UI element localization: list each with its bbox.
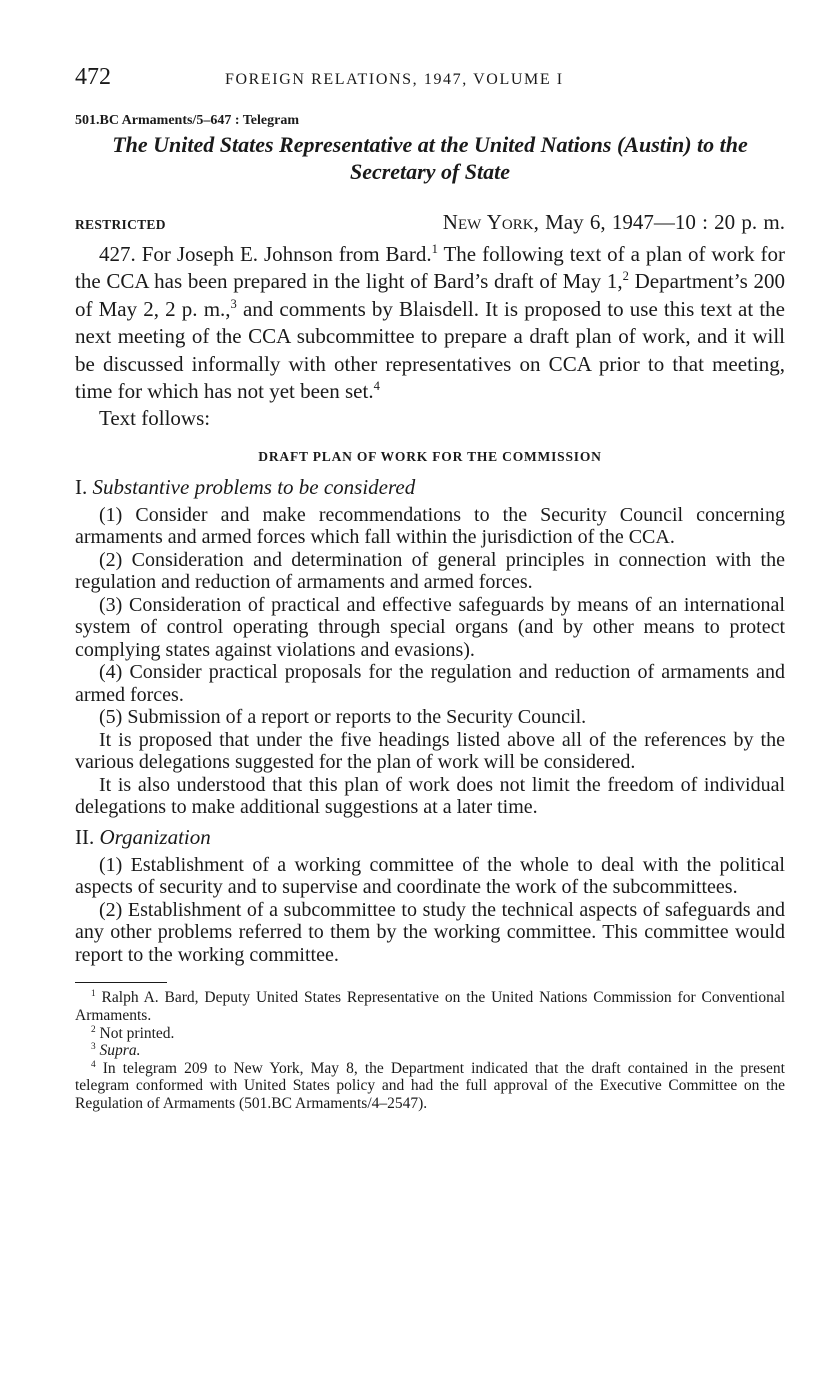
section-2-heading bbox=[75, 825, 785, 850]
file-reference: 501.BC Armaments/5–647 : Telegram bbox=[75, 113, 299, 128]
section-2-item: (1) Establishment of a working committee of the whole to deal with the political aspects of security and to supervise and coordinate the work of the subcommittees. bbox=[75, 853, 785, 899]
dateline-date: May 6, 1947—10 : 20 p. m. bbox=[545, 210, 785, 234]
section-1-note: It is proposed that under the five headings listed above all of the references by the various delegations suggested for the plan of work will be considered. bbox=[75, 728, 785, 774]
section-2-items bbox=[75, 854, 785, 967]
footnote-mark: 3 bbox=[91, 1041, 96, 1052]
page-number: 472 bbox=[75, 64, 111, 90]
section-2-numeral: II. bbox=[75, 824, 95, 849]
section-1-item: (1) Consider and make recommendations to the Security Council concerning armaments and armed forces which fall within the jurisdiction of the CCA. bbox=[75, 503, 785, 549]
footnote-ref-4: 4 bbox=[373, 379, 380, 394]
footnotes bbox=[75, 989, 785, 1112]
footnote bbox=[75, 1025, 785, 1043]
section-1-note: It is also understood that this plan of work does not limit the freedom of individual delegations to make additional suggestions at a later time. bbox=[75, 773, 785, 819]
running-head: FOREIGN RELATIONS, 1947, VOLUME I bbox=[225, 71, 564, 88]
section-1-items bbox=[75, 504, 785, 819]
footnote-text: Ralph A. Bard, Deputy United States Representative on the United Nations Commission for Conventional Armaments. bbox=[75, 989, 785, 1024]
plan-heading: DRAFT PLAN OF WORK FOR THE COMMISSION bbox=[258, 448, 602, 464]
footnote-text: Supra. bbox=[99, 1042, 141, 1060]
document-title: The United States Representative at the United Nations (Austin) to the Secretary of State bbox=[112, 132, 748, 184]
dateline-place: New York, bbox=[442, 210, 539, 234]
dateline bbox=[443, 210, 785, 235]
page bbox=[75, 64, 785, 1113]
section-2-title: Organization bbox=[99, 824, 211, 849]
page-header bbox=[75, 64, 785, 91]
section-1-item: (5) Submission of a report or reports to the Security Council. bbox=[99, 706, 587, 729]
footnote-ref-1: 1 bbox=[431, 242, 438, 256]
section-1-item: (4) Consider practical proposals for the regulation and reduction of armaments and armed forces. bbox=[75, 661, 785, 706]
footnote-mark: 2 bbox=[91, 1024, 96, 1035]
dateline-row bbox=[75, 210, 785, 235]
footnote-divider bbox=[75, 982, 167, 983]
footnote-mark: 4 bbox=[91, 1059, 96, 1070]
intro-paragraph bbox=[75, 241, 785, 405]
footnote-ref-3: 3 bbox=[230, 296, 237, 311]
intro-text-1: 427. For Joseph E. Johnson from Bard. bbox=[99, 242, 432, 266]
section-1-heading bbox=[75, 475, 785, 500]
text-follows: Text follows: bbox=[99, 406, 211, 431]
section-1-title: Substantive problems to be considered bbox=[92, 474, 416, 499]
classification-label: RESTRICTED bbox=[75, 217, 166, 232]
intro-text-2: The following text of a plan of work for the CCA has been prepared in the light of Bard’s draft of May 1, bbox=[75, 242, 785, 294]
footnote-text: Not printed. bbox=[99, 1024, 175, 1042]
footnote bbox=[75, 1042, 785, 1060]
section-2-item: (2) Establishment of a subcommittee to study the technical aspects of safeguards and any other problems referred to them by the working committee. This committee would report to the working committee. bbox=[75, 898, 785, 966]
intro-text-3: Department’s 200 of May 2, 2 p. m., bbox=[75, 269, 786, 321]
intro-text-4: and comments by Blaisdell. It is proposed to use this text at the next meeting of the CCA subcommittee to prepare a draft plan of work, and it will be discussed informally with other representatives on CCA prior to that meeting, time for which has not yet been set. bbox=[75, 296, 785, 404]
footnote bbox=[75, 989, 785, 1024]
section-1-item: (2) Consideration and determination of general principles in connection with the regulation and reduction of armaments and armed forces. bbox=[75, 548, 785, 594]
footnote bbox=[75, 1060, 785, 1113]
footnote-text: In telegram 209 to New York, May 8, the Department indicated that the draft contained in the present telegram conformed with United States policy and had the full approval of the Executive Committee on the Regulation of Armaments (501.BC Armaments/4–2547). bbox=[75, 1059, 785, 1112]
section-1-numeral: I. bbox=[75, 474, 88, 499]
footnote-mark: 1 bbox=[91, 989, 96, 1000]
section-1-item: (3) Consideration of practical and effective safeguards by means of an international system of control operating through special organs (and by other means to protect complying states against violations and evasions). bbox=[75, 593, 785, 661]
footnote-ref-2: 2 bbox=[622, 269, 629, 284]
